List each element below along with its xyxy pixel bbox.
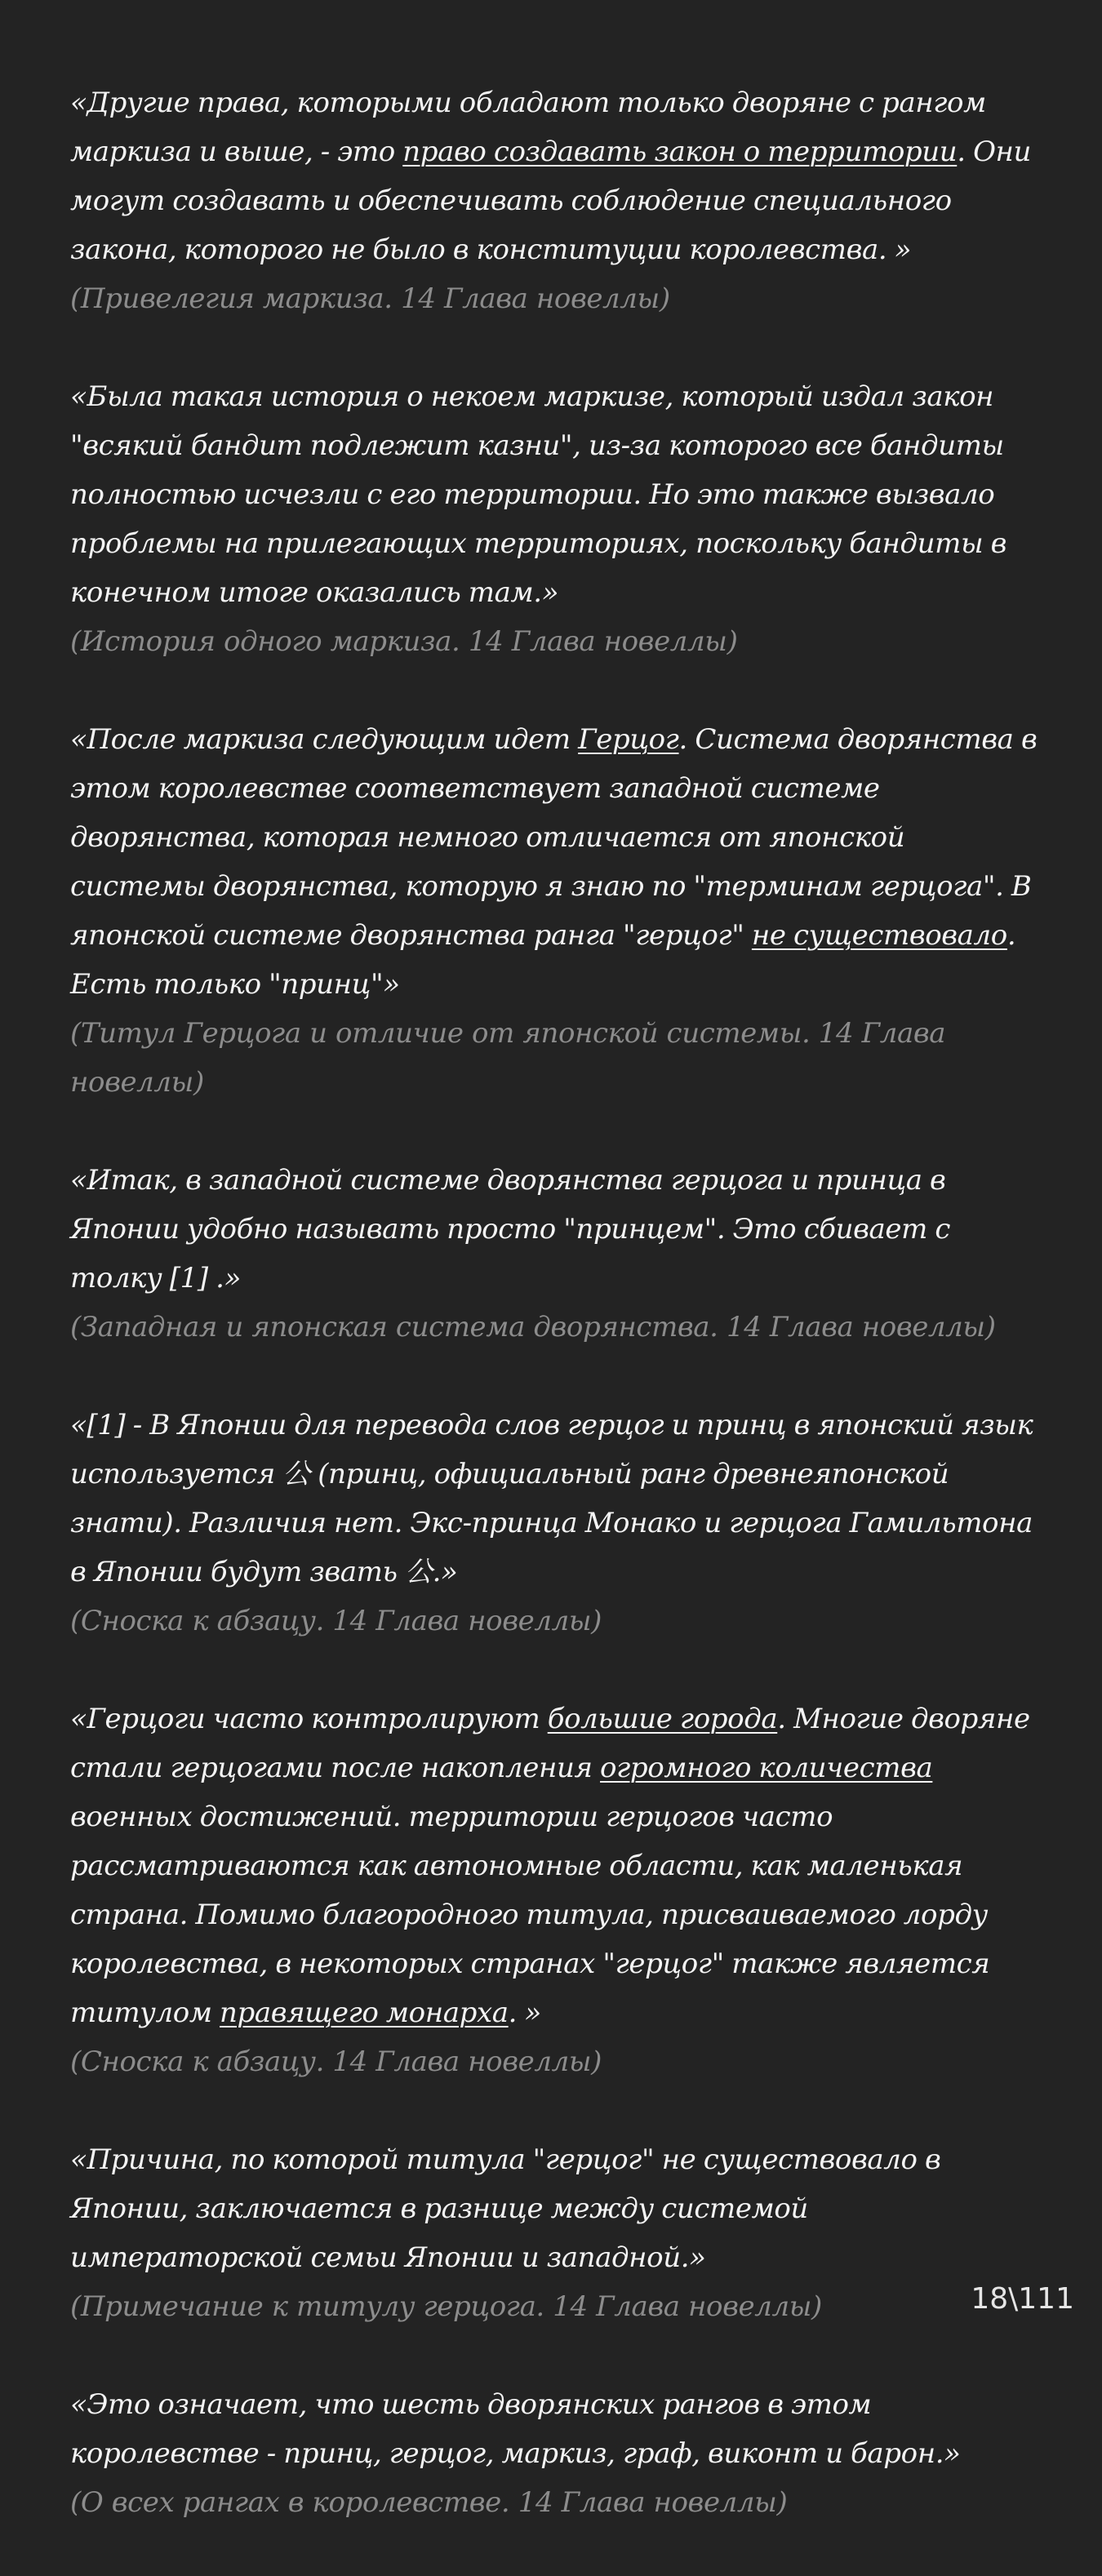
quote-segment: военных достижений. территории герцогов часто рассматриваются как автономные области, как маленькая страна. Помимо благородного титула, присваиваемого лорду королевства, в некоторых странах "герцог" также является титулом [70, 1801, 990, 2029]
underlined-phrase: правящего монарха [220, 1996, 509, 2029]
quote-segment: . Система дворянства в этом королевстве соответствует западной системе дворянства, которая немного отличается от японской системы дворянства, которую я знаю по "терминам герцога". В японской системе дворянства ранга "герцог" [70, 723, 1038, 952]
quote-block [70, 715, 1042, 1107]
page-number: 18\111 [971, 2282, 1074, 2316]
quote-block [70, 1401, 1042, 1646]
underlined-phrase: не существовало [751, 919, 1007, 952]
quote-segment: «Причина, по которой титула "герцог" не существовало в Японии, заключается в разнице между системой императорской семьи Японии и западной.» [70, 2143, 941, 2274]
underlined-phrase: огромного количества [600, 1752, 933, 1784]
quote-segment: «Другие права, которыми обладают только дворяне с рангом маркиза и выше, - это [70, 87, 986, 168]
quote-source: (Примечание к титулу герцога. 14 Глава новеллы) [70, 2290, 822, 2323]
quote-source: (Привелегия маркиза. 14 Глава новеллы) [70, 282, 670, 315]
quote-block [70, 78, 1042, 323]
quote-text [70, 1156, 1042, 1303]
quote-text [70, 78, 1042, 274]
quote-segment: «Герцоги часто контролируют [70, 1703, 548, 1735]
quote-segment: «Была такая история о некоем маркизе, который издал закон "всякий бандит подлежит казни", из-за которого все бандиты полностью исчезли с его территории. Но это также вызвало проблемы на прилегающих территориях, поскольку бандиты в конечном итоге оказались там.» [70, 380, 1007, 609]
quote-block [70, 1694, 1042, 2086]
quote-source: (История одного маркиза. 14 Глава новеллы) [70, 625, 738, 658]
underlined-phrase: право создавать закон о территории [402, 135, 958, 168]
quote-segment: «[1] - В Японии для перевода слов герцог и принц в японский язык используется 公 (принц, официальный ранг древнеяпонской знати). Различия нет. Экс-принца Монако и герцога Гамильтона в Японии будут звать 公.» [70, 1409, 1033, 1588]
quote-segment: «После маркиза следующим идет [70, 723, 579, 756]
quote-segment: «Итак, в западной системе дворянства герцога и принца в Японии удобно называть просто "принцем". Это сбивает с толку [1] .» [70, 1164, 950, 1295]
quote-block [70, 372, 1042, 666]
quote-text [70, 1401, 1042, 1597]
quote-block [70, 2380, 1042, 2527]
quote-source: (Сноска к абзацу. 14 Глава новеллы) [70, 1605, 602, 1637]
quote-block [70, 1156, 1042, 1352]
quote-segment: «Это означает, что шесть дворянских рангов в этом королевстве - принц, герцог, маркиз, граф, виконт и барон.» [70, 2388, 961, 2470]
quote-segment: . » [508, 1996, 541, 2029]
quote-source: (Титул Герцога и отличие от японской системы. 14 Глава новеллы) [70, 1017, 946, 1099]
quote-block [70, 2135, 1042, 2331]
quote-text [70, 2135, 1042, 2282]
quote-source: (Сноска к абзацу. 14 Глава новеллы) [70, 2045, 602, 2078]
quote-source: (О всех рангах в королевстве. 14 Глава новеллы) [70, 2486, 788, 2519]
quote-text [70, 715, 1042, 1009]
underlined-phrase: большие города [547, 1703, 778, 1735]
quote-segment: . Многие дворяне стали герцогами после накопления [70, 1703, 1030, 1784]
quotes-list [70, 78, 1042, 2576]
quote-text [70, 1694, 1042, 2037]
quote-source: (Западная и японская система дворянства. 14 Глава новеллы) [70, 1311, 996, 1344]
quote-segment: . Они могут создавать и обеспечивать соблюдение специального закона, которого не было в конституции королевства. » [70, 135, 1032, 266]
quote-segment: . Есть только "принц"» [70, 919, 1016, 1001]
quote-text [70, 2380, 1042, 2478]
underlined-phrase: Герцог [578, 723, 679, 756]
quote-text [70, 372, 1042, 617]
